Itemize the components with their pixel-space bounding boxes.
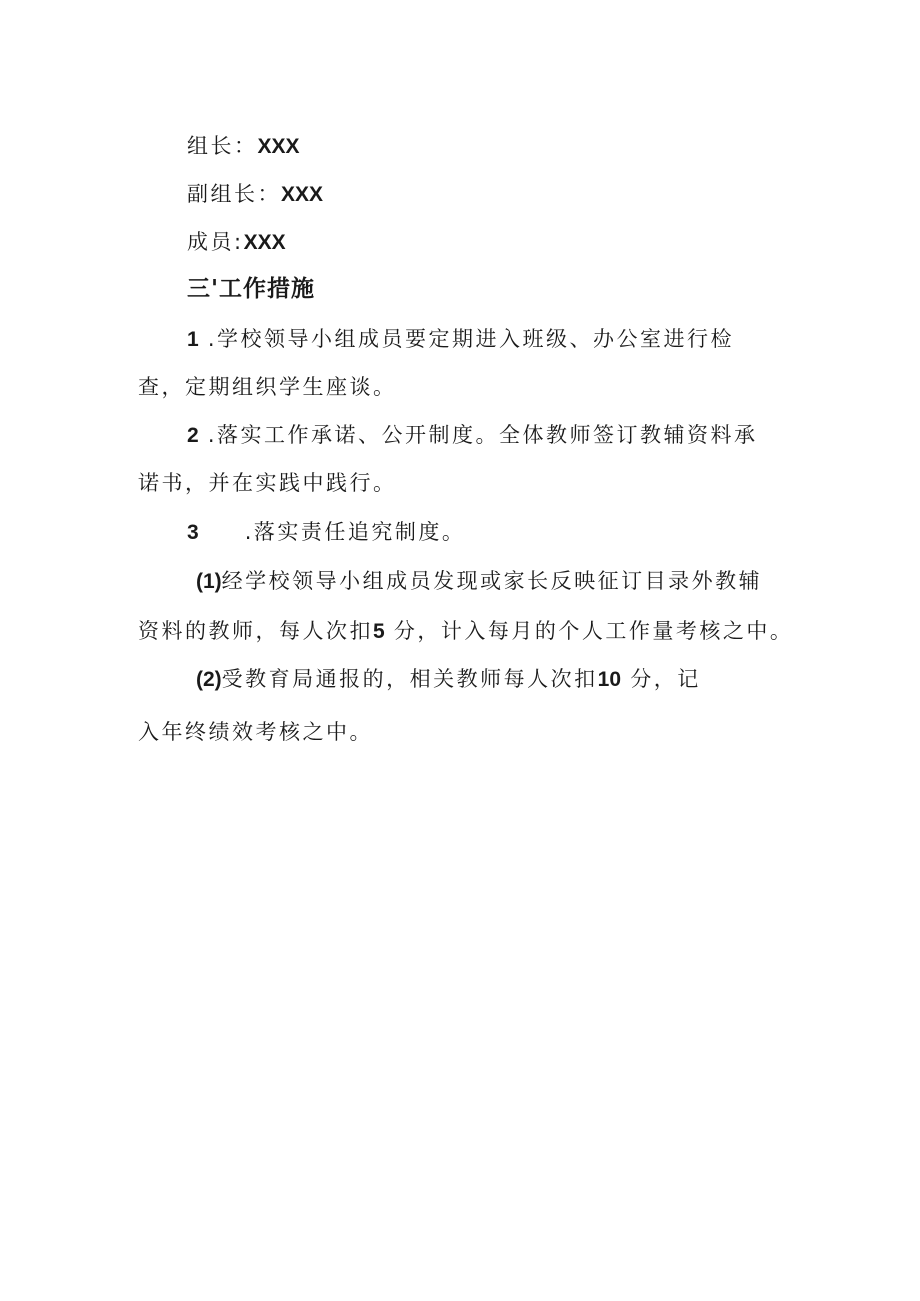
subitem-1-number: (1) — [196, 570, 222, 593]
measure-3-line — [187, 517, 465, 548]
deputy-leader-label: 副组长： — [187, 182, 281, 206]
measure-2-text: .落实工作承诺、公开制度。全体教师签订教辅资料承 — [207, 423, 758, 447]
measure-1-text: .学校领导小组成员要定期进入班级、办公室进行检 — [207, 327, 735, 351]
subitem-1-line-2 — [138, 616, 793, 647]
measure-2-line-1 — [187, 420, 758, 451]
leader-label: 组长： — [187, 134, 258, 158]
members-label: 成员: — [187, 230, 244, 254]
members-line — [187, 227, 286, 258]
measure-2-number: 2 — [187, 424, 199, 447]
measure-3-text: .落实责任追究制度。 — [244, 520, 466, 544]
subitem-1-points: 5 — [373, 620, 385, 643]
subitem-2-line-2: 入年终绩效考核之中。 — [138, 720, 373, 744]
members-value: XXX — [243, 231, 286, 254]
subitem-2-number: (2) — [196, 668, 222, 691]
leader-value: XXX — [257, 135, 300, 158]
subitem-2-text: 受教育局通报的，相关教师每人次扣 — [221, 667, 598, 691]
deputy-leader-line — [187, 179, 323, 210]
subitem-1-text-2a: 资料的教师，每人次扣 — [138, 619, 373, 643]
subitem-1-text-2b: 分，计入每月的个人工作量考核之中。 — [393, 619, 794, 643]
subitem-1-line-1 — [196, 566, 762, 597]
deputy-leader-value: XXX — [281, 183, 324, 206]
measure-2-line-2: 诺书，并在实践中践行。 — [138, 471, 397, 495]
subitem-2-points: 10 — [597, 668, 622, 691]
measure-1-line-1 — [187, 324, 734, 355]
measure-1-number: 1 — [187, 328, 199, 351]
measure-1-line-2: 查，定期组织学生座谈。 — [138, 375, 397, 399]
leader-line — [187, 131, 300, 162]
subitem-2-line-1 — [196, 664, 701, 695]
subitem-2-text-1b: 分，记 — [630, 667, 701, 691]
section-heading: 三'工作措施 — [187, 276, 316, 302]
subitem-1-text: 经学校领导小组成员发现或家长反映征订目录外教辅 — [221, 569, 763, 593]
measure-3-number: 3 — [187, 521, 199, 544]
